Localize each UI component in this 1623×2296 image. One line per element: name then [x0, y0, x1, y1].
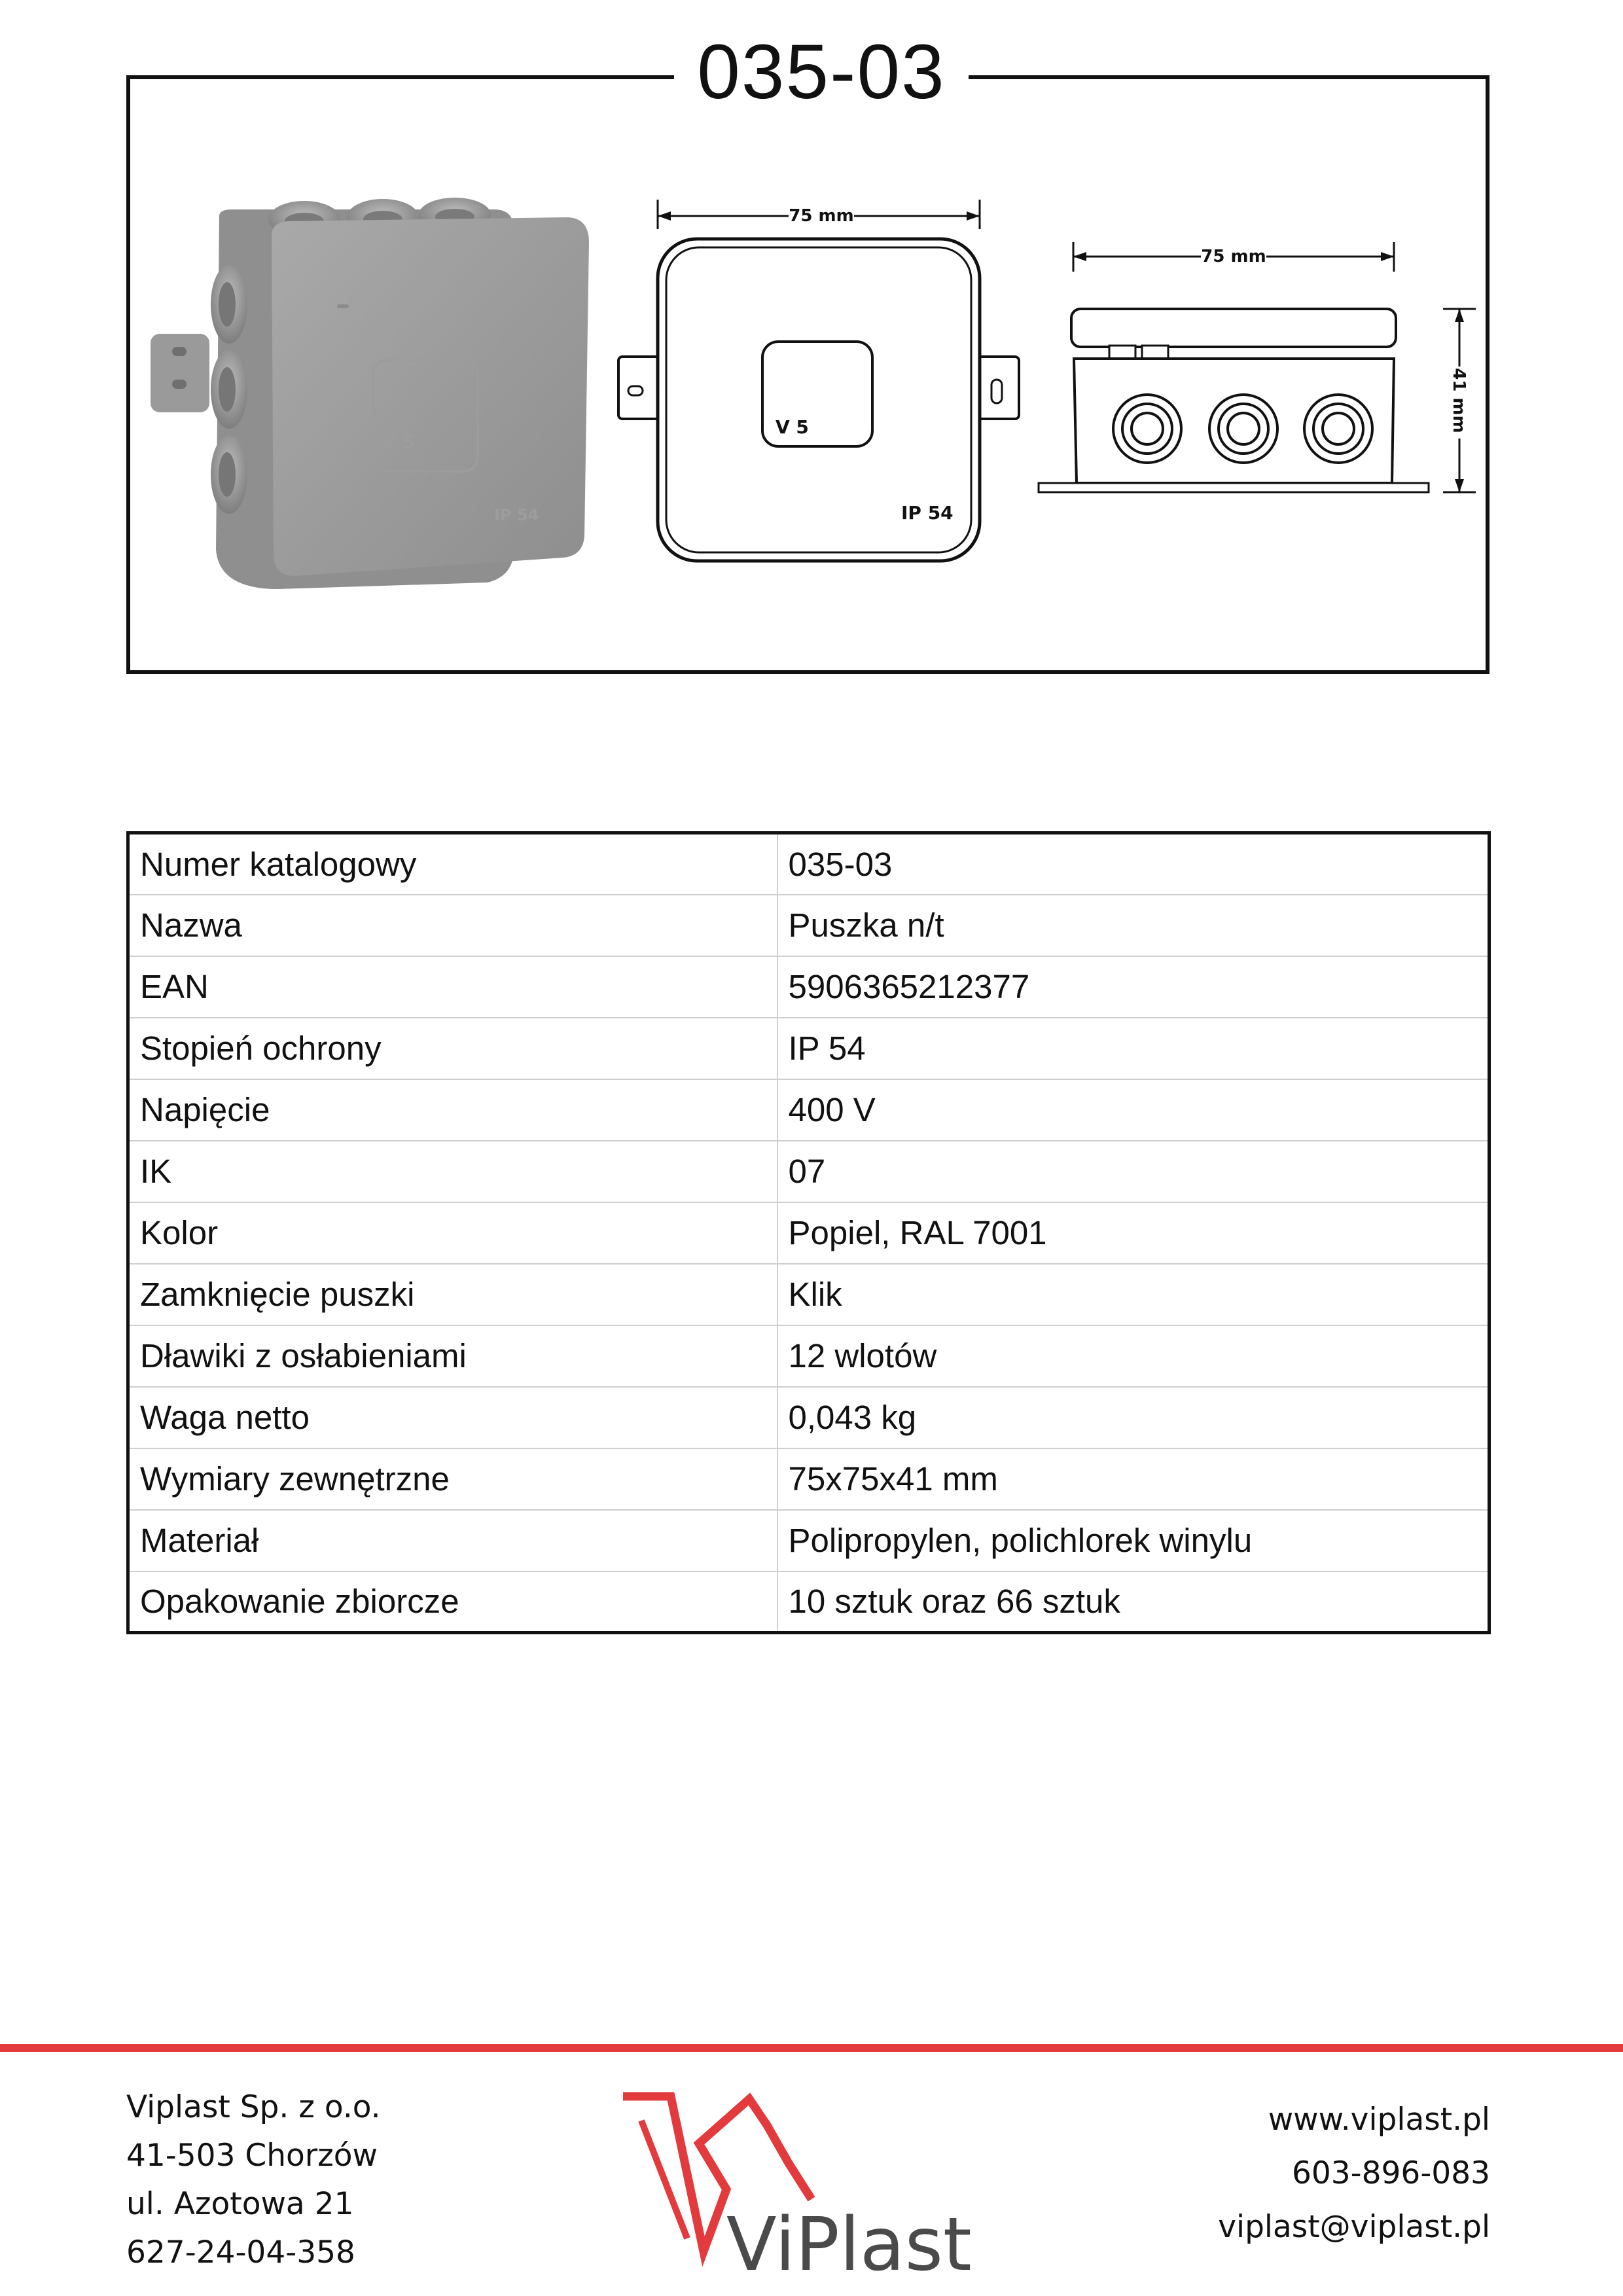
- side-view-drawing: [1031, 236, 1489, 511]
- table-row: [128, 895, 1489, 956]
- contact-info: [1218, 2093, 1490, 2254]
- spec-value: IP 54: [777, 1018, 1489, 1079]
- spec-value: 12 wlotów: [777, 1325, 1489, 1387]
- company-phone: 627-24-04-358: [126, 2234, 355, 2270]
- logo-wordmark: ViPlast: [726, 2202, 972, 2281]
- spec-key: Numer katalogowy: [128, 833, 777, 895]
- spec-key: Zamknięcie puszki: [128, 1264, 777, 1325]
- table-row: [128, 1448, 1489, 1510]
- table-row: [128, 1141, 1489, 1202]
- footer-divider: [0, 2044, 1623, 2052]
- top-model-mark: V 5: [776, 416, 809, 438]
- top-ip-mark: IP 54: [901, 502, 954, 524]
- spec-key: Napięcie: [128, 1079, 777, 1141]
- viplast-logo: [615, 2085, 995, 2281]
- spec-value: 75x75x41 mm: [777, 1448, 1489, 1510]
- email-link[interactable]: viplast@viplast.pl: [1218, 2209, 1490, 2245]
- spec-value: 10 sztuk oraz 66 sztuk: [788, 1583, 1120, 1621]
- table-row: [128, 1571, 1489, 1633]
- table-row: [128, 1264, 1489, 1325]
- table-row: [128, 1387, 1489, 1448]
- spec-value: 5906365212377: [777, 956, 1489, 1018]
- spec-value: Popiel, RAL 7001: [777, 1202, 1489, 1264]
- spec-value: 0,043 kg: [777, 1387, 1489, 1448]
- table-row: [128, 1018, 1489, 1079]
- side-height-dimension: 41 mm: [1449, 368, 1469, 433]
- spec-value: Klik: [777, 1264, 1489, 1325]
- website-link[interactable]: www.viplast.pl: [1268, 2102, 1490, 2138]
- spec-value: Polipropylen, polichlorek winylu: [777, 1510, 1489, 1571]
- side-width-dimension: 75 mm: [1201, 247, 1266, 266]
- spec-key: IK: [128, 1141, 777, 1202]
- spec-key: Stopień ochrony: [128, 1018, 777, 1079]
- spec-value: 400 V: [777, 1079, 1489, 1141]
- company-city: 41-503 Chorzów: [126, 2138, 378, 2174]
- spec-key: Opakowanie zbiorcze: [128, 1571, 777, 1633]
- spec-value: 035-03: [777, 833, 1489, 895]
- spec-key: Waga netto: [128, 1387, 777, 1448]
- company-street: ul. Azotowa 21: [126, 2186, 354, 2222]
- table-row: [128, 956, 1489, 1018]
- spec-key: Materiał: [128, 1510, 777, 1571]
- table-row: [128, 1202, 1489, 1264]
- company-name: Viplast Sp. z o.o.: [126, 2089, 381, 2125]
- top-width-dimension: 75 mm: [789, 206, 854, 226]
- table-row: [128, 1510, 1489, 1571]
- spec-key: EAN: [128, 956, 777, 1018]
- product-photo: [147, 183, 605, 602]
- product-code-title: 035-03: [674, 31, 969, 113]
- company-address: [126, 2083, 381, 2277]
- spec-value: Puszka n/t: [777, 895, 1489, 956]
- photo-model-mark: V 5: [382, 431, 415, 453]
- phone-number[interactable]: 603-896-083: [1291, 2155, 1490, 2191]
- spec-value: 07: [777, 1141, 1489, 1202]
- spec-key: Dławiki z osłabieniami: [128, 1325, 777, 1387]
- spec-key: Nazwa: [128, 895, 777, 956]
- spec-key: Kolor: [128, 1202, 777, 1264]
- table-row: [128, 833, 1489, 895]
- table-row: [128, 1325, 1489, 1387]
- spec-key: Wymiary zewnętrzne: [128, 1448, 777, 1510]
- table-row: [128, 1079, 1489, 1141]
- top-view-drawing: [609, 190, 1027, 569]
- specification-table: [126, 831, 1491, 1634]
- photo-ip-mark: IP 54: [494, 506, 539, 524]
